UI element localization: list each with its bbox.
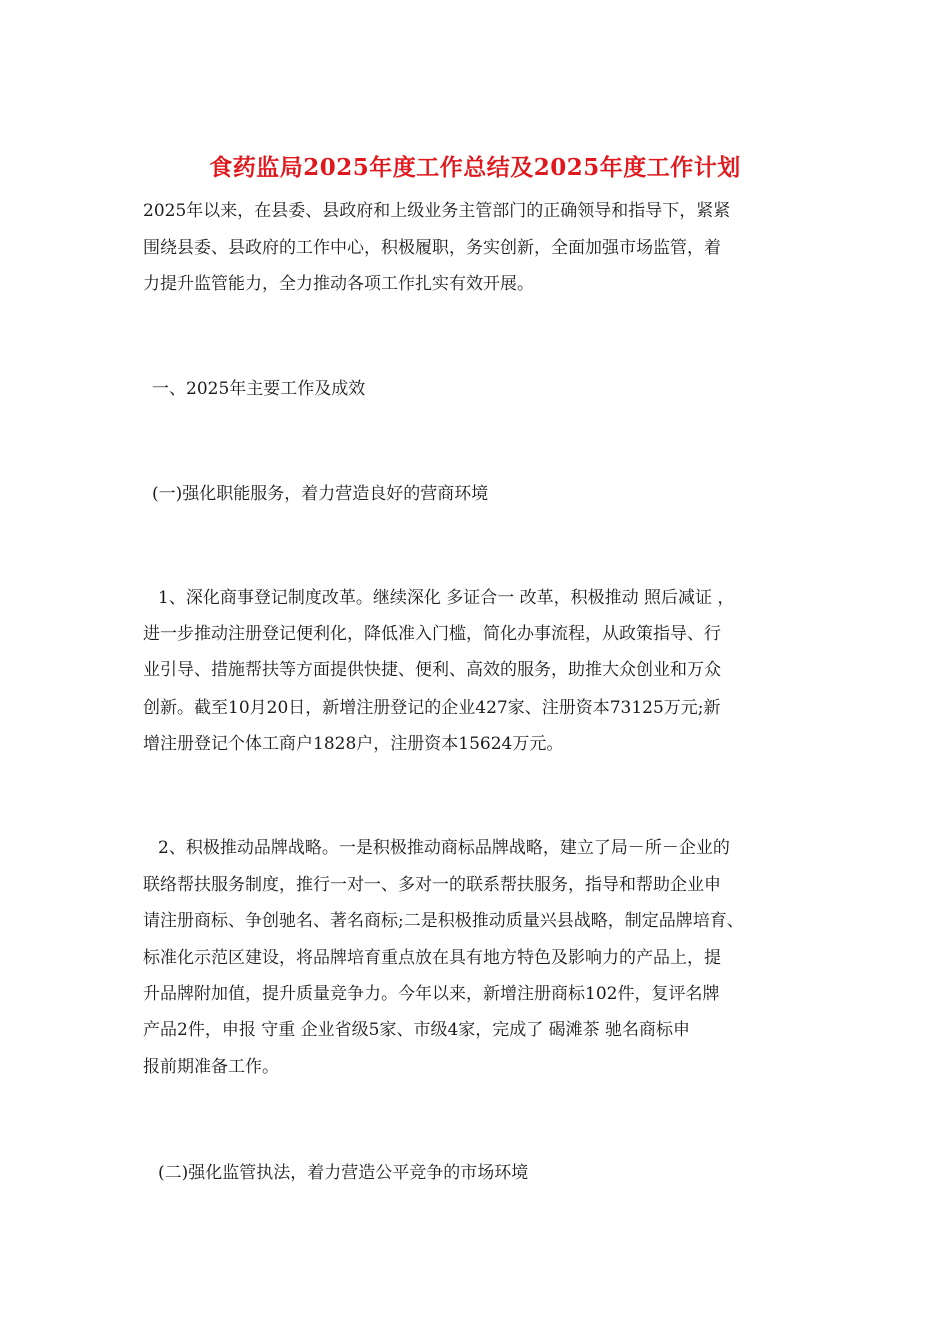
paragraph-line: 2025年以来，在县委、县政府和上级业务主管部门的正确领导和指导下，紧紧 [143, 201, 731, 221]
paragraph-line: 升品牌附加值，提升质量竞争力。今年以来，新增注册商标102件，复评名牌 [143, 984, 720, 1004]
paragraph-line: 2、积极推动品牌战略。一是积极推动商标品牌战略，建立了局－所－企业的 [158, 838, 730, 858]
document-title: 食药监局2025年度工作总结及2025年度工作计划 [209, 154, 741, 181]
section-heading: 一、2025年主要工作及成效 [152, 379, 366, 399]
paragraph-line: 报前期准备工作。 [143, 1057, 279, 1077]
paragraph-line: 进一步推动注册登记便利化，降低准入门槛，简化办事流程，从政策指导、行 [143, 624, 721, 644]
paragraph-line: 标准化示范区建设，将品牌培育重点放在具有地方特色及影响力的产品上，提 [143, 948, 721, 968]
paragraph-line: 请注册商标、争创驰名、著名商标;二是积极推动质量兴县战略，制定品牌培育、 [143, 911, 744, 931]
paragraph-line: 力提升监管能力，全力推动各项工作扎实有效开展。 [143, 274, 534, 294]
paragraph-line: 联络帮扶服务制度，推行一对一、多对一的联系帮扶服务，指导和帮助企业申 [143, 875, 721, 895]
paragraph-line: 1、深化商事登记制度改革。继续深化 多证合一 改革，积极推动 照后减证 ， [158, 588, 735, 608]
paragraph-line: 围绕县委、县政府的工作中心，积极履职，务实创新，全面加强市场监管，着 [143, 238, 721, 258]
paragraph-line: 增注册登记个体工商户1828户，注册资本15624万元。 [143, 734, 564, 754]
paragraph-line: 业引导、措施帮扶等方面提供快捷、便利、高效的服务，助推大众创业和万众 [143, 660, 721, 680]
paragraph-line: 产品2件，申报 守重 企业省级5家、市级4家，完成了 碣滩茶 驰名商标申 [143, 1020, 691, 1040]
paragraph-line: 创新。截至10月20日，新增注册登记的企业427家、注册资本73125万元;新 [143, 698, 721, 718]
subsection-heading: (一)强化职能服务，着力营造良好的营商环境 [152, 484, 489, 504]
subsection-heading: (二)强化监管执法，着力营造公平竞争的市场环境 [158, 1163, 529, 1183]
